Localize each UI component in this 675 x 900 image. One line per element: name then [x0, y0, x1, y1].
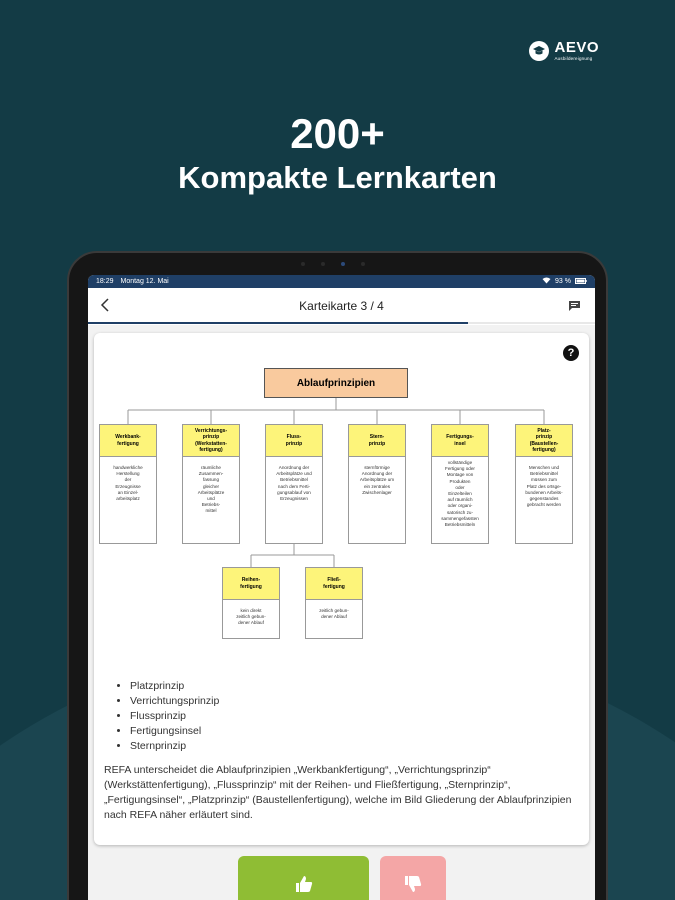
content-area[interactable]: [88, 325, 595, 900]
diagram-node-body: kein direkt zeitlich gebun- dener Ablauf: [236, 608, 266, 626]
diagram-node-title: Fertigungs- insel: [432, 425, 488, 457]
diagram-node: [265, 424, 323, 544]
sensor-dot: [361, 262, 365, 266]
nav-bar: [88, 288, 595, 324]
diagram-node-title: Werkbank- fertigung: [100, 425, 156, 457]
diagram-subnode: [305, 567, 363, 639]
page-title: Karteikarte 3 / 4: [299, 298, 384, 313]
brand-logo: [529, 40, 599, 62]
diagram-node-body: sternförmige Anordnung der Arbeitsplätze um ein zentrales Zwischenlager: [359, 465, 395, 495]
chat-icon[interactable]: [568, 299, 581, 317]
list-item: • Verrichtungsprinzip: [130, 694, 219, 709]
status-date: Montag 12. Mai: [120, 278, 169, 285]
diagram-node-body: räumliche Zusammen- fassung gleicher Arbeitsplätze und Betriebs- mittel: [197, 465, 225, 514]
diagram-node-title: Verrichtungs- prinzip (Werkstatten- fertigung): [183, 425, 239, 457]
hero-subtitle: Kompakte Lernkarten: [178, 160, 497, 195]
camera-lens: [341, 262, 345, 266]
diagram-node: [515, 424, 573, 544]
list-item: • Flussprinzip: [130, 709, 219, 724]
description-text: REFA unterscheidet die Ablaufprinzipien „Werkbankfertigung“, „Verrichtungsprinzip“ (Werkstättenfertigung), „Flussprinzip“ mit der Reihen- und Fließfertigung, „Sternprinzip“, „Fertigungsinsel“, „Platzprinzip“ (Baustellenfertigung), welche im Bild Gliederung der Ablaufprinzipien nach REFA näher erläutert sind.: [104, 764, 572, 821]
diagram-root: Ablaufprinzipien: [264, 368, 408, 398]
diagram-node-body: Menschen und Betriebsmittel müssen zum Platz des ortsge- bundenen Arbeits- gegenstandes gebracht werden: [525, 465, 563, 508]
process-diagram: [94, 333, 589, 673]
hero-count: 200+: [290, 110, 385, 157]
battery-level: 93 %: [555, 278, 571, 285]
diagram-subnode: [222, 567, 280, 639]
brand-subtitle: Ausbildereignung: [554, 56, 593, 61]
back-arrow-icon[interactable]: [100, 296, 110, 317]
like-button[interactable]: [238, 856, 369, 900]
diagram-node: [182, 424, 240, 544]
thumbs-up-icon: [294, 874, 314, 899]
bullet-list: [120, 679, 219, 754]
diagram-node: [99, 424, 157, 544]
thumbs-down-icon: [403, 874, 423, 899]
sensor-dot: [321, 262, 325, 266]
wifi-icon: [542, 277, 551, 286]
diagram-node-body: Anordnung der Arbeitsplätze und Betriebsmittel nach dem Ferti- gungsablauf von Erzeugnissen: [276, 465, 312, 501]
list-item: • Sternprinzip: [130, 739, 219, 754]
diagram-node: [348, 424, 406, 544]
status-time: 18:29: [96, 278, 114, 285]
sensor-dot: [301, 262, 305, 266]
diagram-node-title: Fließ- fertigung: [306, 568, 362, 600]
dislike-button[interactable]: [380, 856, 446, 900]
status-bar: [88, 275, 595, 288]
diagram-node-title: Fluss- prinzip: [266, 425, 322, 457]
brand-name: AEVO: [554, 39, 599, 56]
help-icon[interactable]: ?: [563, 345, 579, 361]
list-item: • Platzprinzip: [130, 679, 219, 694]
graduation-cap-icon: [529, 41, 549, 61]
progress-track: [88, 322, 595, 324]
tablet-screen: [88, 275, 595, 900]
diagram-node: [431, 424, 489, 544]
progress-fill: [88, 322, 468, 324]
list-item: • Fertigungsinsel: [130, 724, 219, 739]
diagram-node-title: Reihen- fertigung: [223, 568, 279, 600]
diagram-node-body: handwerkliche Herstellung der Erzeugnisse an Einzel- arbeitsplatz: [113, 465, 143, 501]
diagram-node-title: Platz- prinzip (Baustellen- fertigung): [516, 425, 572, 457]
diagram-node-body: zeitlich gebun- dener Ablauf: [319, 608, 349, 620]
flashcard: [94, 333, 589, 845]
battery-icon: [575, 278, 587, 286]
diagram-node-title: Stern- prinzip: [349, 425, 405, 457]
diagram-node-body: vollständige Fertigung oder Montage von Produkten oder Einzelteilen auf räumlich oder organi- satorisch zu- sammengefassten Betriebsmitteln: [441, 460, 479, 527]
